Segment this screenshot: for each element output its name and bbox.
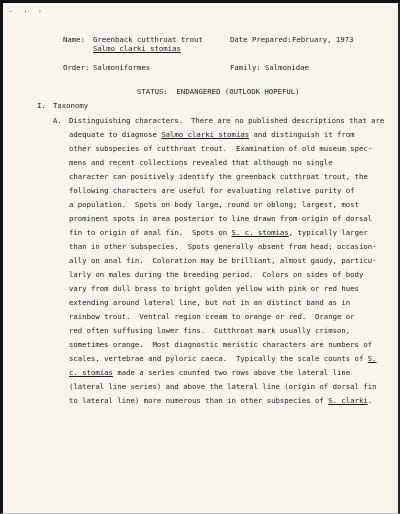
section-title: Taxonomy [53, 101, 89, 110]
section-number: I. [37, 101, 46, 110]
paragraph-line: prominent spots in area posterior to line drawn from origin of dorsal [69, 214, 373, 223]
status-line: STATUS: ENDANGERED (OUTLOOK HOPEFUL) [137, 87, 300, 96]
scientific-name-inline: Salmo clarki stomias [161, 130, 250, 139]
scientific-name-inline: c. stomias [69, 368, 113, 377]
paragraph-line: character can positively identify the greenback cutthroat trout, the [69, 172, 368, 181]
paragraph-line: to lateral line) more numerous than in other subspecies of S. clarki. [69, 396, 373, 405]
scientific-name-inline: S. [367, 354, 377, 363]
order-value: Salmoniformes [93, 63, 151, 72]
date-value: February, 1973 [292, 35, 354, 44]
paragraph-line: vary from dull brass to bright golden yellow with pink or red hues [69, 284, 359, 293]
paragraph-line: rainbow trout. Ventral region cream to orange or red. Orange or [69, 312, 355, 321]
page-top-edge [3, 0, 400, 3]
order-label: Order: [63, 63, 90, 72]
paragraph-line: red often suffusing lower fins. Cutthroat mark usually crimson, [69, 326, 351, 335]
paragraph-line: other subspecies of cutthroat trout. Examination of old museum spec- [69, 144, 373, 153]
paragraph-line: sometimes orange. Most diagnostic meristic characters are numbers of [69, 340, 373, 349]
family-label: Family: [230, 63, 261, 72]
paragraph-line: adequate to diagnose Salmo clarki stomias and distinguish it from [69, 130, 355, 139]
common-name: Greenback cutthroat trout [93, 35, 203, 44]
family-value: Salmonidae [265, 63, 309, 72]
date-label: Date Prepared: [230, 35, 292, 44]
subsection-title: Distinguishing characters. [69, 116, 184, 125]
paragraph-line: fin to origin of anal fin. Spots on S. c. stomias, typically larger [69, 228, 368, 237]
paragraph-line: a population. Spots on body large, round or oblong; largest, most [69, 200, 359, 209]
paragraph-line: larly on males during the breeding period. Colors on sides of body [69, 270, 364, 279]
scientific-name-inline: S. c. stomias [231, 228, 289, 237]
paragraph-line: ally on anal fin. Coloration may be brilliant, almost gaudy, particu- [69, 256, 377, 265]
paragraph-line: extending around lateral line, but not in an distinct band as in [69, 298, 351, 307]
paper-specks: · · · [9, 8, 46, 16]
paragraph-line: than in other subspecies. Spots generally absent from head; occasion- [69, 242, 377, 251]
paragraph-line: c. stomias made a series counted two rows above the lateral line [69, 368, 351, 377]
scientific-name: Salmo clarki stomias [93, 44, 181, 53]
name-label: Name: [63, 35, 85, 44]
paragraph-line: scales, vertebrae and pyloric caeca. Typically the scale counts of S. [69, 354, 377, 363]
scientific-name-inline: S. clarki [328, 396, 368, 405]
paragraph-line: (lateral line series) and above the lateral line (origin of dorsal fin [69, 382, 377, 391]
paragraph-line: following characters are useful for evaluating relative purity of [69, 186, 355, 195]
subsection-letter: A. [53, 116, 62, 125]
paragraph-line: mens and recent collections revealed that although no single [69, 158, 333, 167]
paragraph-line: There are no published descriptions that are [191, 116, 385, 125]
